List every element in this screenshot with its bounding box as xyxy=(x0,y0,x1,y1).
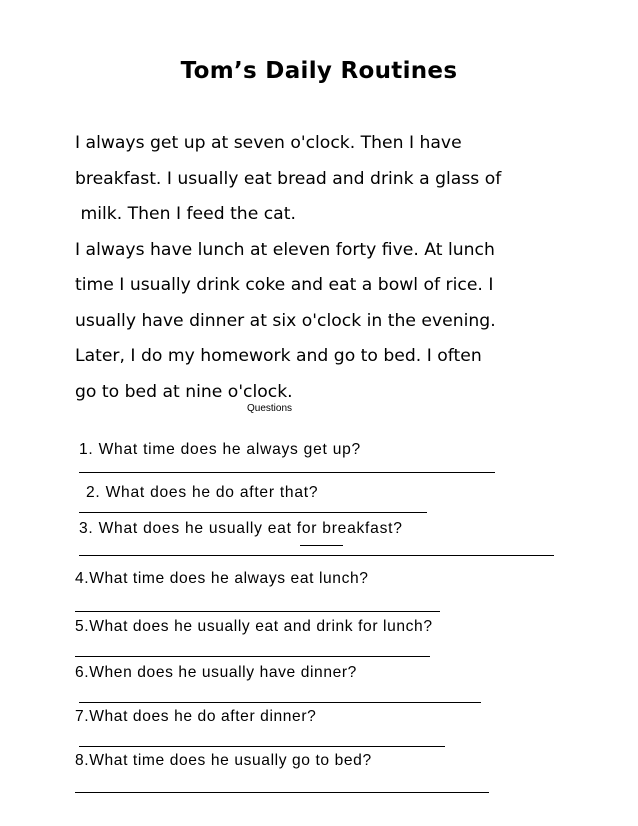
answer-line-7[interactable] xyxy=(79,746,445,747)
question-1: 1. What time does he always get up? xyxy=(79,441,361,458)
question-5: 5.What does he usually eat and drink for lunch? xyxy=(75,618,433,635)
answer-line-4[interactable] xyxy=(75,611,440,612)
questions-heading: Questions xyxy=(247,403,293,414)
question-7: 7.What does he do after dinner? xyxy=(75,708,317,725)
answer-line-2[interactable] xyxy=(79,512,427,513)
question-4: 4.What time does he always eat lunch? xyxy=(75,570,369,587)
reading-passage xyxy=(75,126,575,410)
question-8: 8.What time does he usually go to bed? xyxy=(75,752,372,769)
passage-line: I always get up at seven o'clock. Then I have xyxy=(75,133,462,153)
question-3: 3. What does he usually eat for breakfast? xyxy=(79,520,403,537)
answer-line-3-short xyxy=(300,545,343,546)
answer-line-1[interactable] xyxy=(79,472,495,473)
answer-line-5[interactable] xyxy=(75,656,430,657)
question-2: 2. What does he do after that? xyxy=(86,484,319,501)
passage-line: I always have lunch at eleven forty five. At lunch xyxy=(75,239,495,260)
passage-line: Later, I do my homework and go to bed. I often xyxy=(75,346,482,366)
passage-line: milk. Then I feed the cat. xyxy=(75,204,296,224)
answer-line-3[interactable] xyxy=(79,555,554,556)
passage-line: usually have dinner at six o'clock in the evening. xyxy=(75,310,496,331)
question-6: 6.When does he usually have dinner? xyxy=(75,664,357,681)
answer-line-6[interactable] xyxy=(79,702,481,703)
answer-line-8[interactable] xyxy=(75,792,489,793)
passage-line: go to bed at nine o'clock. xyxy=(75,381,293,402)
passage-line: time I usually drink coke and eat a bowl of rice. I xyxy=(75,275,494,295)
passage-line: breakfast. I usually eat bread and drink a glass of xyxy=(75,168,502,189)
page-title: Tom’s Daily Routines xyxy=(180,58,458,84)
